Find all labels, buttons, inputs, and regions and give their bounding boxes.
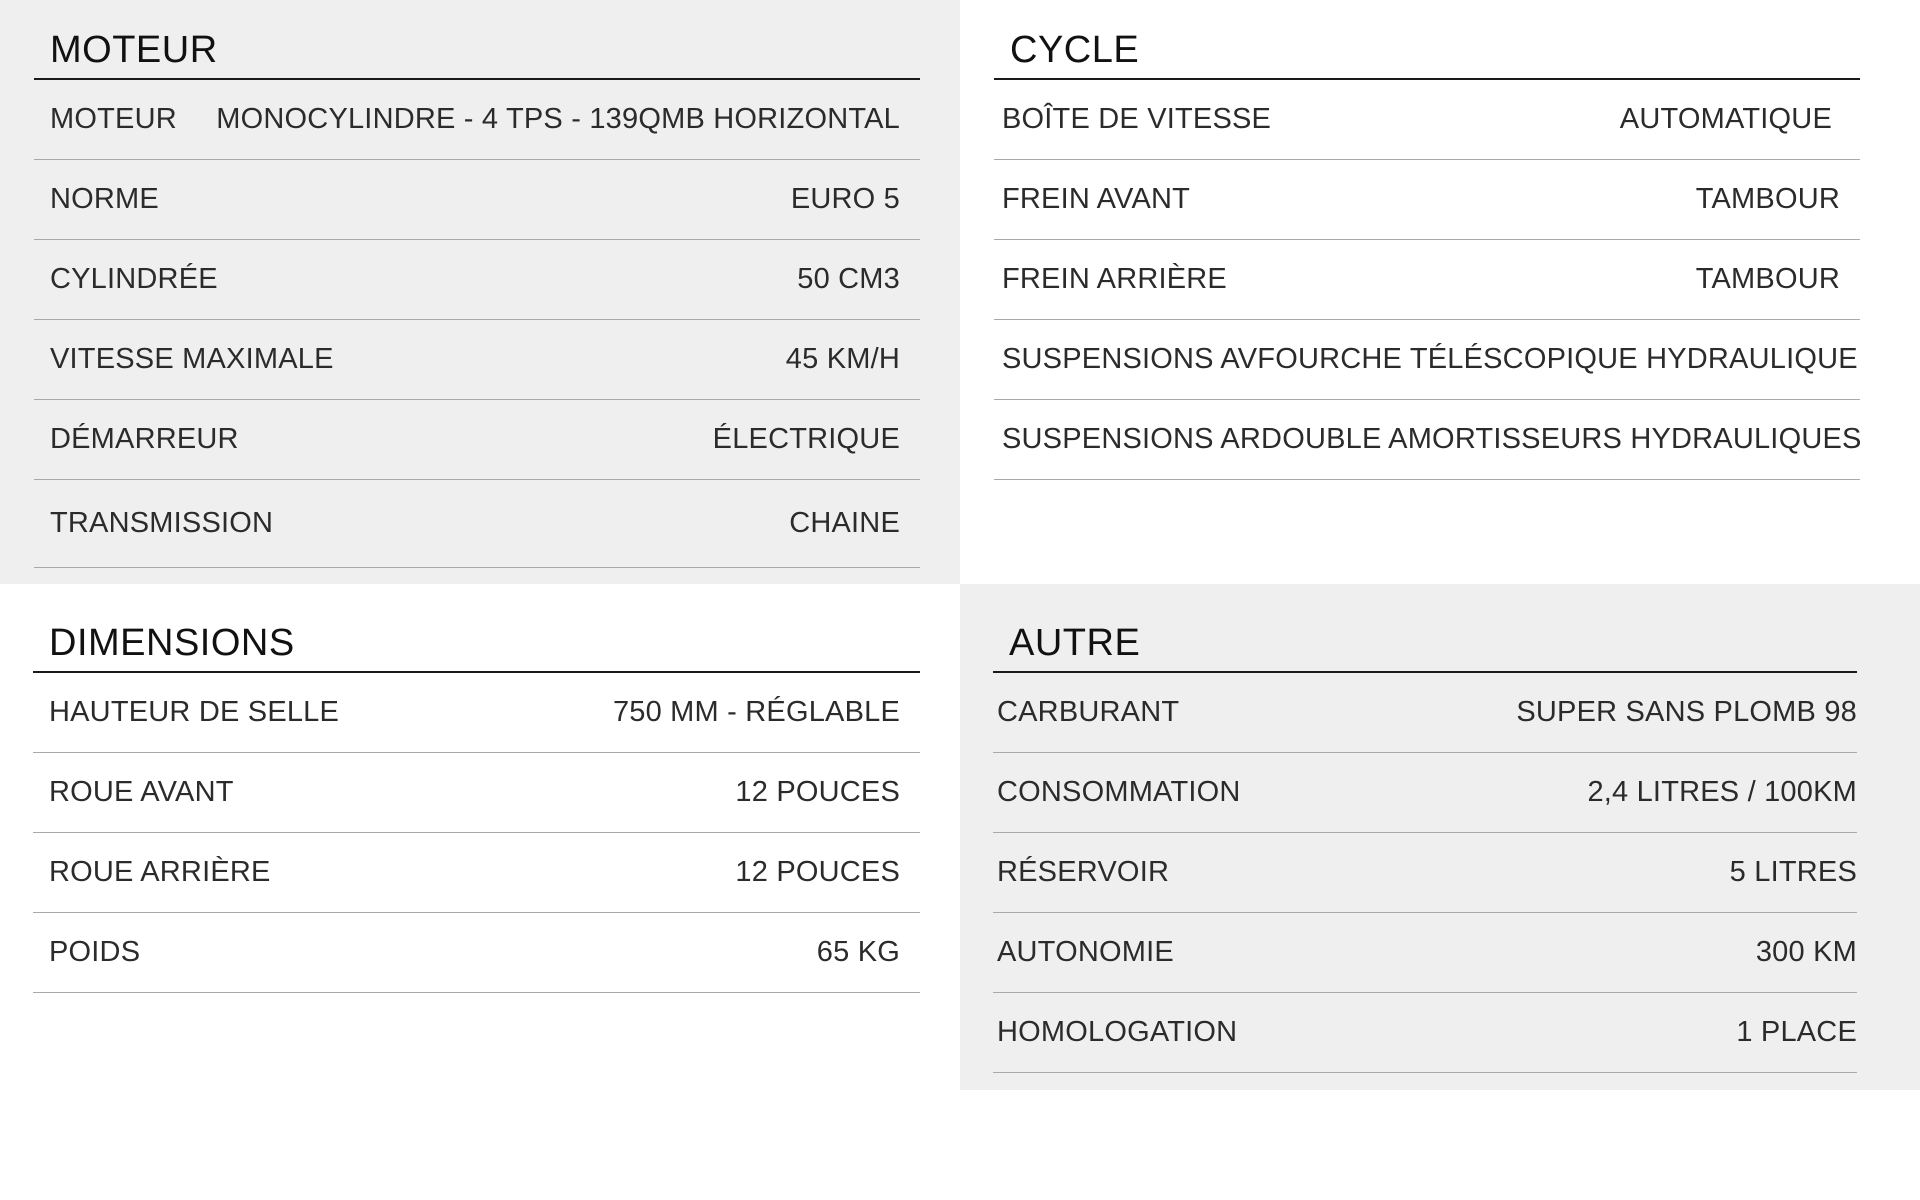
spec-value: 5 LITRES <box>1729 856 1857 888</box>
spec-row <box>34 320 920 400</box>
spec-label: CARBURANT <box>997 696 1180 728</box>
spec-value: 300 KM <box>1755 936 1857 968</box>
spec-row <box>994 80 1860 160</box>
spec-row <box>993 993 1857 1073</box>
spec-label: CYLINDRÉE <box>50 263 218 295</box>
spec-value: MONOCYLINDRE - 4 TPS - 139QMB HORIZONTAL <box>216 103 900 135</box>
spec-label: ROUE AVANT <box>49 776 234 808</box>
spec-value: 45 KM/H <box>785 343 900 375</box>
spec-value: 750 MM - RÉGLABLE <box>612 696 900 728</box>
spec-row <box>993 753 1857 833</box>
spec-label: POIDS <box>49 936 141 968</box>
autre-section-title: AUTRE <box>993 593 1857 673</box>
spec-label: TRANSMISSION <box>50 507 274 539</box>
spec-label: VITESSE MAXIMALE <box>50 343 334 375</box>
spec-value: CHAINE <box>789 507 900 539</box>
dimensions-spec-list <box>33 673 920 993</box>
spec-value: EURO 5 <box>790 183 900 215</box>
spec-value: SUPER SANS PLOMB 98 <box>1516 696 1857 728</box>
spec-row <box>994 160 1860 240</box>
spec-row <box>34 400 920 480</box>
spec-label: SUSPENSIONS AV <box>1002 343 1258 375</box>
spec-label: MOTEUR <box>50 103 177 135</box>
spec-row <box>34 480 920 568</box>
autre-spec-list <box>993 673 1857 1073</box>
spec-value: 50 CM3 <box>797 263 900 295</box>
spec-value: DOUBLE AMORTISSEURS HYDRAULIQUES <box>1261 423 1862 455</box>
spec-value: FOURCHE TÉLÉSCOPIQUE HYDRAULIQUE <box>1257 343 1858 375</box>
spec-row <box>993 913 1857 993</box>
spec-label: BOÎTE DE VITESSE <box>1002 103 1272 135</box>
spec-row <box>34 80 920 160</box>
spec-label: FREIN ARRIÈRE <box>1002 263 1227 295</box>
cycle-spec-list <box>994 80 1860 480</box>
spec-row <box>33 913 920 993</box>
spec-value: ÉLECTRIQUE <box>712 423 900 455</box>
spec-label: AUTONOMIE <box>997 936 1174 968</box>
spec-row <box>33 753 920 833</box>
spec-row <box>993 833 1857 913</box>
spec-label: SUSPENSIONS AR <box>1002 423 1262 455</box>
spec-label: ROUE ARRIÈRE <box>49 856 271 888</box>
moteur-section <box>34 0 920 568</box>
moteur-section-title: MOTEUR <box>34 0 920 80</box>
spec-value: 12 POUCES <box>735 776 900 808</box>
spec-label: FREIN AVANT <box>1002 183 1191 215</box>
dimensions-section <box>33 593 920 993</box>
spec-row <box>994 320 1860 400</box>
spec-row <box>33 833 920 913</box>
spec-row <box>994 400 1860 480</box>
spec-row <box>34 160 920 240</box>
spec-row <box>994 240 1860 320</box>
spec-value: TAMBOUR <box>1695 263 1840 295</box>
spec-label: CONSOMMATION <box>997 776 1241 808</box>
spec-label: DÉMARREUR <box>50 423 239 455</box>
spec-label: HAUTEUR DE SELLE <box>49 696 340 728</box>
spec-label: HOMOLOGATION <box>997 1016 1238 1048</box>
spec-row <box>993 673 1857 753</box>
spec-value: 65 KG <box>816 936 900 968</box>
spec-label: RÉSERVOIR <box>997 856 1170 888</box>
spec-value: 12 POUCES <box>735 856 900 888</box>
cycle-section-title: CYCLE <box>994 0 1860 80</box>
spec-value: 1 PLACE <box>1736 1016 1857 1048</box>
spec-row <box>33 673 920 753</box>
moteur-spec-list <box>34 80 920 568</box>
spec-value: 2,4 LITRES / 100KM <box>1587 776 1857 808</box>
spec-label: NORME <box>50 183 159 215</box>
autre-section <box>993 593 1857 1073</box>
spec-row <box>34 240 920 320</box>
spec-value: AUTOMATIQUE <box>1619 103 1832 135</box>
spec-value: TAMBOUR <box>1695 183 1840 215</box>
cycle-section <box>994 0 1860 480</box>
dimensions-section-title: DIMENSIONS <box>33 593 920 673</box>
